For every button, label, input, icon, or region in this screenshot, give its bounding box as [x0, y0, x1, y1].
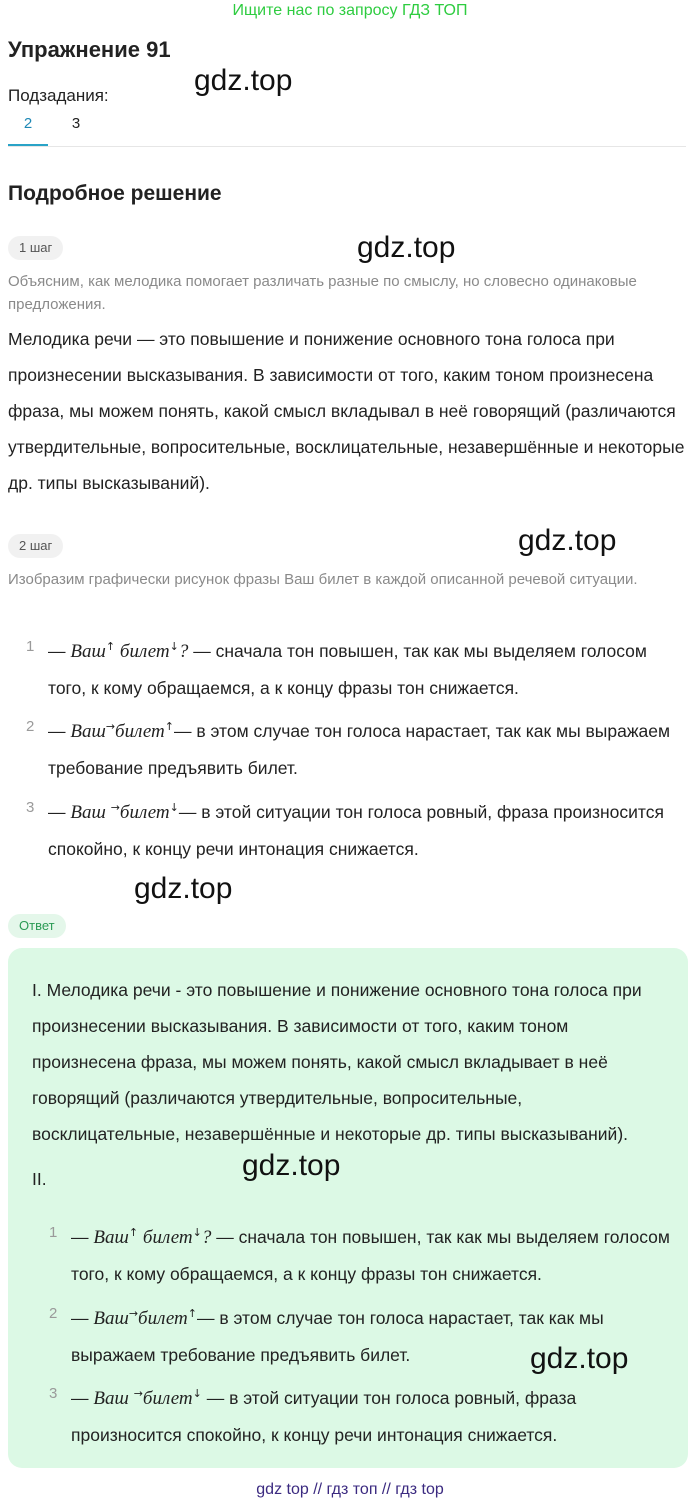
list-item-text: — в этом случае тон голоса нарастает, так как мы выражаем требование предъявить билет.	[71, 1307, 604, 1365]
answer-badge: Ответ	[8, 914, 66, 938]
watermark: gdz.top	[357, 231, 456, 264]
step-1-badge: 1 шаг	[8, 236, 63, 260]
list-item-number: 2	[26, 718, 35, 735]
phrase-word: билет	[138, 1307, 188, 1329]
step-1-text: Мелодика речи — это повышение и понижение основного тона голоса при произнесении высказывания. В зависимости от того, каким тоном произнесена фраза, мы можем понять, какой смысл вкладывал в неё говорящий (различаются утвердительные, вопросительные, восклицательные, незавершённые и некоторые др. типы высказываний).	[8, 329, 685, 493]
phrase-word: билет	[119, 640, 170, 662]
watermark: gdz.top	[530, 1342, 629, 1375]
subtasks-tabs	[8, 115, 128, 147]
list-item-text: — в этом случае тон голоса нарастает, так как мы выражаем требование предъявить билет.	[48, 720, 671, 778]
promo-banner: Ищите нас по запросу ГДЗ ТОП	[232, 2, 468, 19]
watermark: gdz.top	[194, 64, 293, 97]
list-item-number: 3	[49, 1385, 58, 1402]
step-1-hint: Объясним, как мелодика помогает различать разные по смыслу, но словесно одинаковые предложения.	[8, 273, 637, 313]
list-item-number: 1	[49, 1224, 58, 1241]
phrase-word: Ваш	[70, 801, 106, 823]
list-item: 3 — Ваш →билет↓— в этой ситуации тон голоса ровный, фраза произносится спокойно, к концу речи интонация снижается.	[26, 790, 686, 862]
phrase-word: билет	[119, 801, 170, 823]
phrase-word: Ваш	[93, 1226, 129, 1248]
watermark: gdz.top	[518, 524, 617, 557]
step-2-badge: 2 шаг	[8, 534, 63, 558]
tone-up-icon: ↑	[187, 1307, 197, 1320]
list-item-number: 1	[26, 638, 35, 655]
solution-heading: Подробное решение	[8, 182, 222, 205]
tone-down-icon: ↓	[192, 1387, 202, 1400]
tone-down-icon: ↓	[192, 1226, 202, 1239]
tone-down-icon: ↓	[169, 801, 179, 814]
tone-level-icon: →	[133, 1387, 143, 1400]
question-mark: ?	[201, 1226, 212, 1248]
phrase-word: Ваш	[70, 720, 106, 742]
phrase-word: билет	[142, 1387, 193, 1409]
list-item: 3 — Ваш →билет↓ — в этой ситуации тон голоса ровный, фраза произносится спокойно, к концу речи интонация снижается.	[49, 1376, 679, 1448]
list-item-number: 3	[26, 799, 35, 816]
list-item-text: — сначала тон повышен, так как мы выделяем голосом того, к кому обращаемся, а к концу фразы тон снижается.	[48, 640, 647, 698]
page-title: Упражнение 91	[8, 37, 171, 62]
answer-part-2-label: II.	[32, 1169, 47, 1189]
list-item: 2 — Ваш→билет↑— в этом случае тон голоса нарастает, так как мы выражаем требование предъявить билет.	[26, 709, 686, 781]
list-item-number: 2	[49, 1305, 58, 1322]
tab-subtask-2[interactable]: 2	[23, 115, 33, 132]
footer-links[interactable]: gdz top // гдз топ // гдз top	[256, 1481, 444, 1498]
watermark: gdz.top	[242, 1149, 341, 1182]
tone-level-icon: →	[105, 720, 116, 733]
tone-level-icon: →	[128, 1307, 139, 1320]
list-item: 1 — Ваш↑ билет↓? — сначала тон повышен, так как мы выделяем голосом того, к кому обращаемся, а к концу фразы тон снижается.	[26, 629, 686, 701]
step-2-hint: Изобразим графически рисунок фразы Ваш билет в каждой описанной речевой ситуации.	[8, 571, 638, 588]
answer-box	[8, 948, 688, 1468]
phrase-word: Ваш	[93, 1307, 129, 1329]
list-item: 1 — Ваш↑ билет↓? — сначала тон повышен, так как мы выделяем голосом того, к кому обращаемся, а к концу фразы тон снижается.	[49, 1215, 679, 1287]
subtasks-label: Подзадания:	[8, 86, 109, 105]
watermark: gdz.top	[134, 872, 233, 905]
question-mark: ?	[178, 640, 189, 662]
tone-down-icon: ↓	[169, 640, 179, 653]
phrase-word: билет	[142, 1226, 193, 1248]
tone-up-icon: ↑	[128, 1226, 139, 1239]
phrase-word: Ваш	[93, 1387, 129, 1409]
tab-subtask-3[interactable]: 3	[71, 115, 81, 132]
list-item-text: — в этой ситуации тон голоса ровный, фраза произносится спокойно, к концу речи интонация снижается.	[48, 801, 664, 859]
list-item-text: — в этой ситуации тон голоса ровный, фраза произносится спокойно, к концу речи интонация снижается.	[71, 1387, 577, 1445]
tone-up-icon: ↑	[105, 640, 116, 653]
tone-level-icon: →	[110, 801, 120, 814]
tone-up-icon: ↑	[164, 720, 174, 733]
list-item-text: — сначала тон повышен, так как мы выделяем голосом того, к кому обращаемся, а к концу фразы тон снижается.	[71, 1226, 670, 1284]
phrase-word: Ваш	[70, 640, 106, 662]
phrase-word: билет	[115, 720, 165, 742]
answer-part-1: I. Мелодика речи - это повышение и понижение основного тона голоса при произнесении высказывания. В зависимости от того, каким тоном произнесена фраза, мы можем понять, какой смысл вкладывает в неё говорящий (различаются утвердительные, вопросительные, восклицательные, незавершённые и некоторые др. типы высказываний).	[32, 980, 642, 1144]
tabs-divider	[8, 146, 686, 147]
list-item: 2 — Ваш→билет↑— в этом случае тон голоса нарастает, так как мы выражаем требование предъявить билет.	[49, 1296, 679, 1368]
